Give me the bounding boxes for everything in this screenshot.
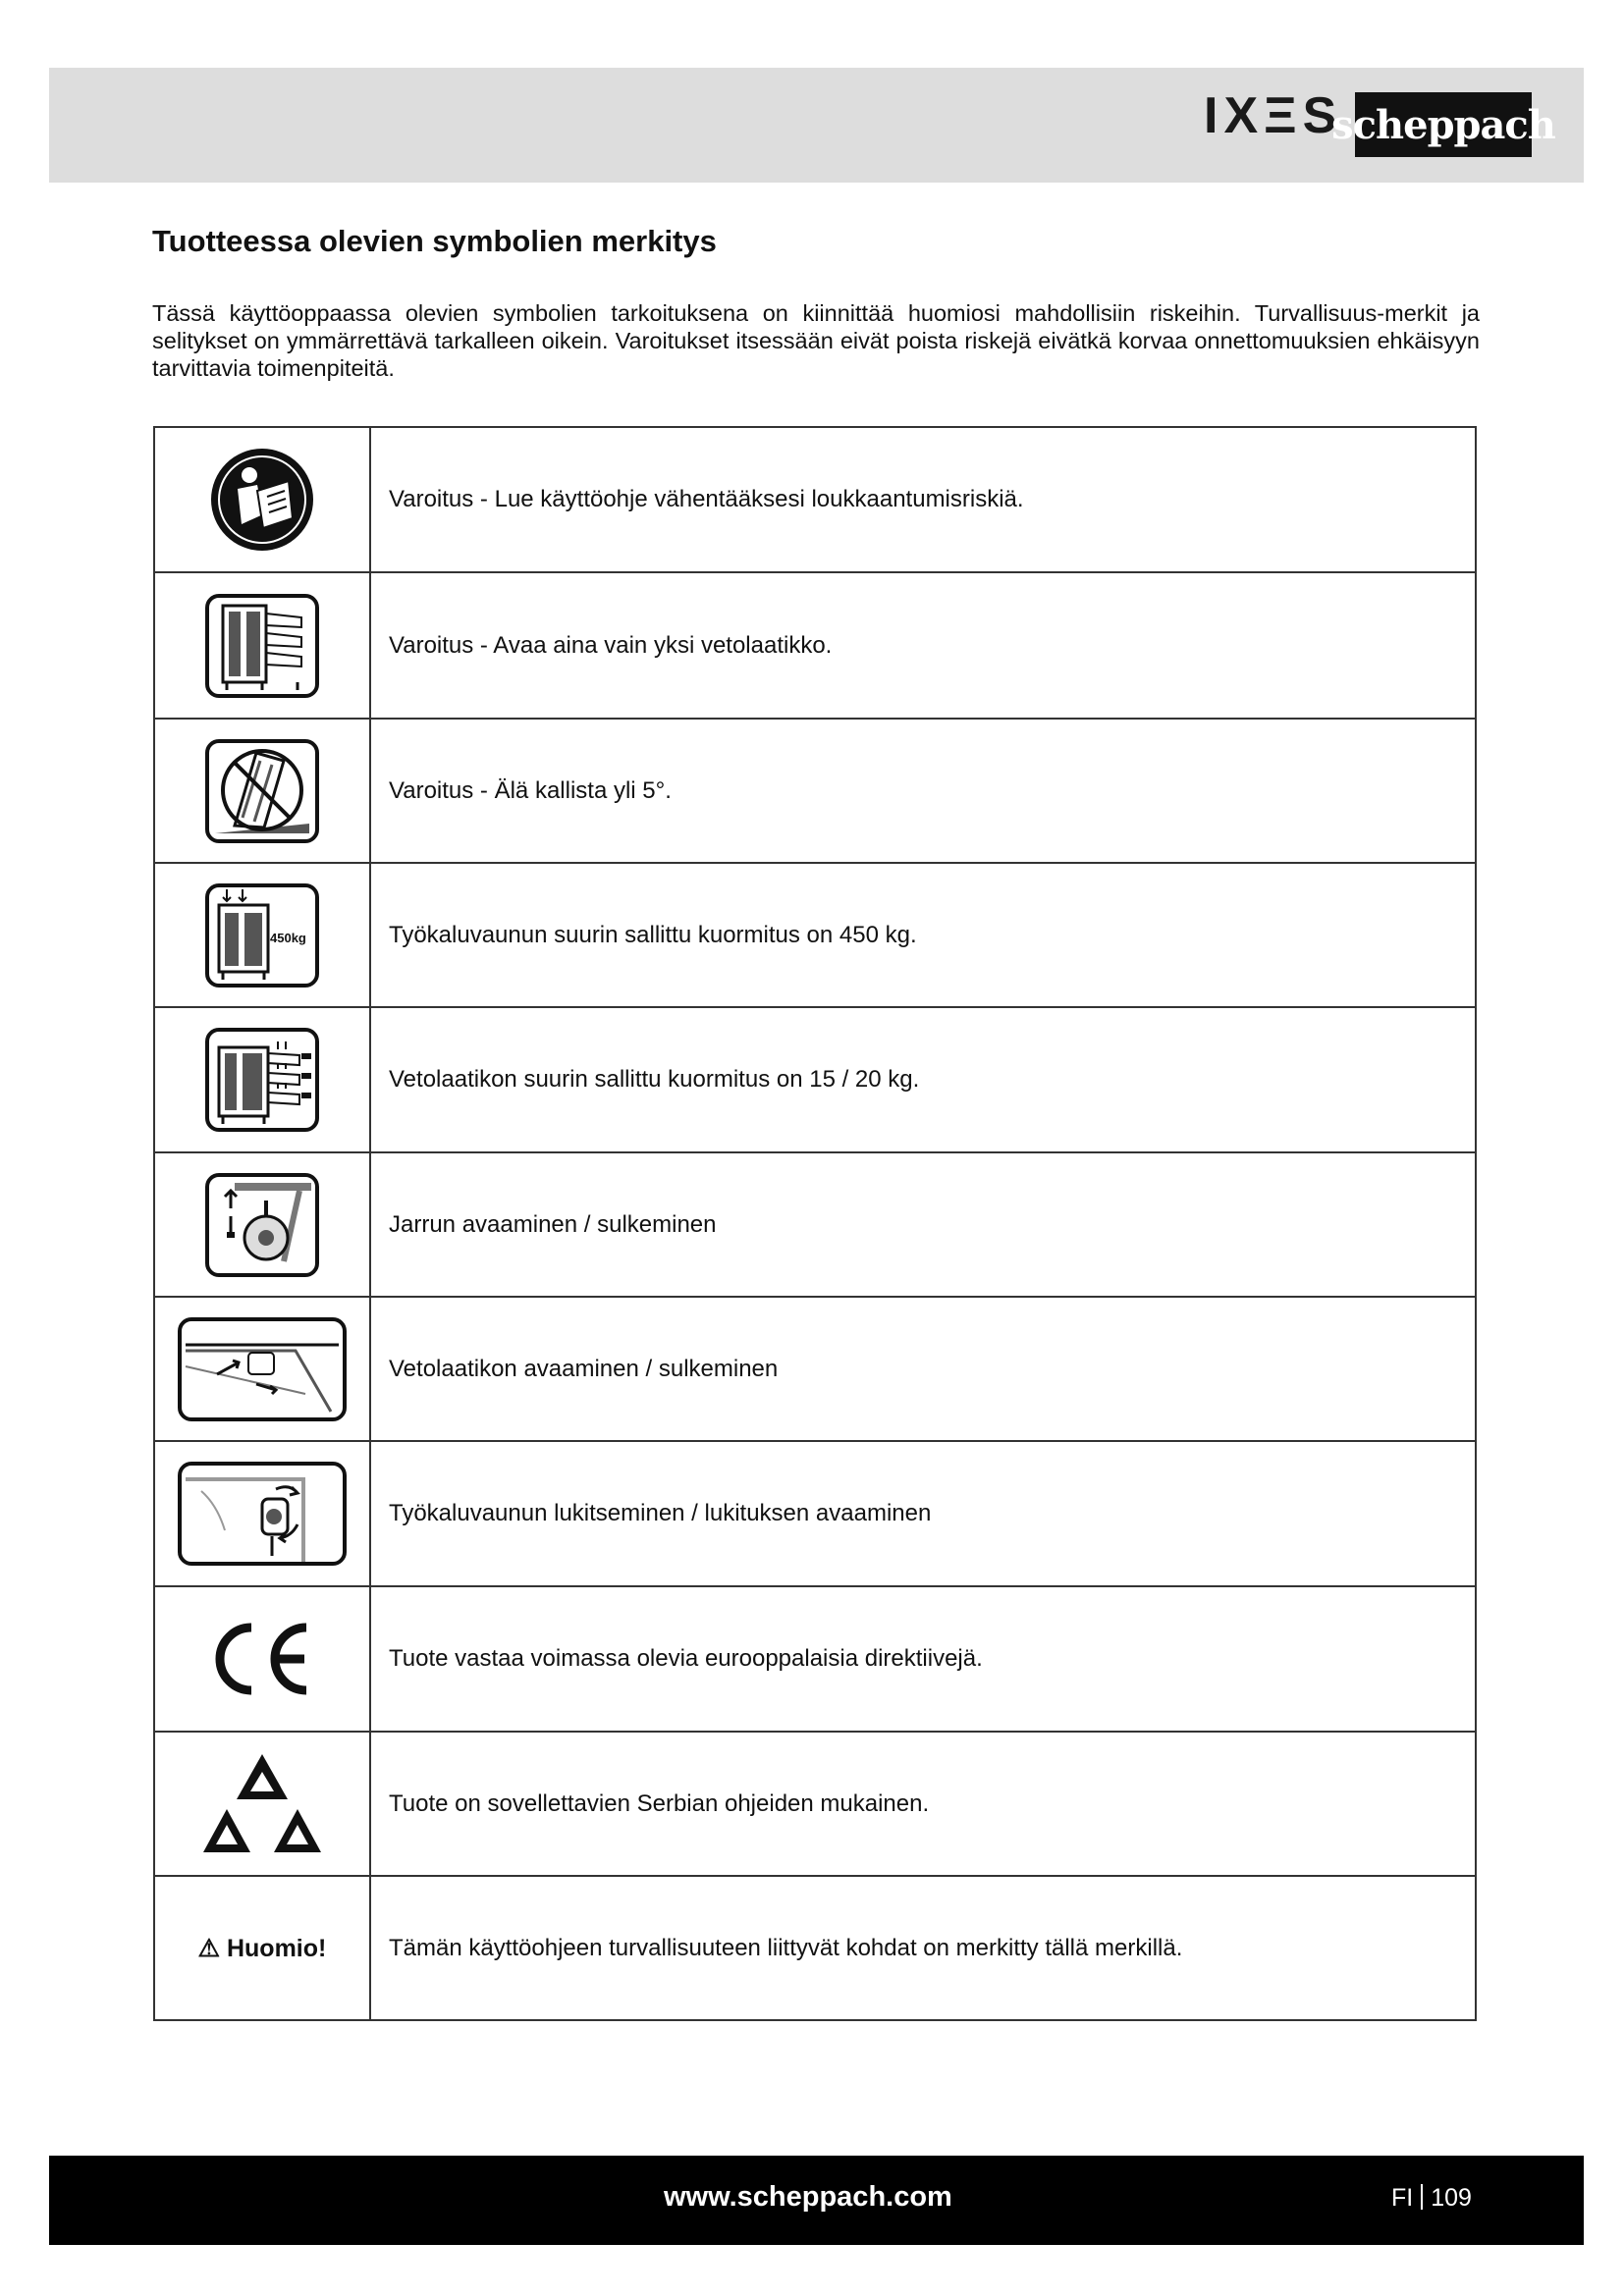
- serbian-conformity-icon: [154, 1732, 370, 1876]
- symbol-row: [154, 1152, 1476, 1297]
- ixes-logo: IXΞS: [1204, 87, 1343, 144]
- symbol-description: Vetolaatikon suurin sallittu kuormitus on 15 / 20 kg.: [370, 1007, 1476, 1152]
- read-manual-icon: [154, 427, 370, 572]
- symbol-row: [154, 572, 1476, 719]
- language-code: FI: [1391, 2184, 1414, 2212]
- symbol-description: Varoitus - Avaa aina vain yksi vetolaatikko.: [370, 572, 1476, 719]
- symbols-table: [153, 426, 1477, 2021]
- page-number: [1391, 2184, 1472, 2213]
- symbol-row: [154, 1876, 1476, 2020]
- symbol-description: Varoitus - Älä kallista yli 5°.: [370, 719, 1476, 863]
- symbol-row: [154, 1441, 1476, 1586]
- website-link[interactable]: www.scheppach.com: [664, 2181, 952, 2213]
- symbol-description: Varoitus - Lue käyttöohje vähentääksesi loukkaantumisriskiä.: [370, 427, 1476, 572]
- symbol-description: Jarrun avaaminen / sulkeminen: [370, 1152, 1476, 1297]
- max-load-cart-icon: [154, 863, 370, 1007]
- symbol-row: [154, 1297, 1476, 1441]
- page-number-value: 109: [1431, 2184, 1472, 2212]
- page-separator: [1421, 2184, 1423, 2210]
- symbol-description: Tuote vastaa voimassa olevia eurooppalaisia direktiivejä.: [370, 1586, 1476, 1732]
- no-tilt-icon: [154, 719, 370, 863]
- intro-paragraph: Tässä käyttöoppaassa olevien symbolien tarkoituksena on kiinnittää huomiosi mahdollisiin riskeihin. Turvallisuus-merkit ja selitykset on ymmärrettävä tarkalleen oikein. Varoitukset itsessään eivät poista riskejä eivätkä korvaa onnettomuuksien ehkäisyyn tarvittavia toimenpiteitä.: [152, 300, 1480, 381]
- symbol-row: [154, 427, 1476, 572]
- symbol-row: [154, 1007, 1476, 1152]
- ce-mark-icon: [154, 1586, 370, 1732]
- brake-icon: [154, 1152, 370, 1297]
- caution-label: ⚠ Huomio!: [197, 1934, 327, 1962]
- max-load-drawer-icon: [154, 1007, 370, 1152]
- symbol-description: Työkaluvaunun suurin sallittu kuormitus on 450 kg.: [370, 863, 1476, 1007]
- warning-triangle-icon: [154, 1876, 370, 2020]
- symbol-description: Työkaluvaunun lukitseminen / lukituksen avaaminen: [370, 1441, 1476, 1586]
- one-drawer-only-icon: [154, 572, 370, 719]
- scheppach-logo: scheppach: [1355, 92, 1532, 157]
- symbol-row: [154, 863, 1476, 1007]
- symbol-description: Vetolaatikon avaaminen / sulkeminen: [370, 1297, 1476, 1441]
- symbol-description: Tämän käyttöohjeen turvallisuuteen liittyvät kohdat on merkitty tällä merkillä.: [370, 1876, 1476, 2020]
- page-title: Tuotteessa olevien symbolien merkitys: [152, 224, 717, 258]
- symbol-row: [154, 1732, 1476, 1876]
- symbol-row: [154, 1586, 1476, 1732]
- max-load-cart-label: 450kg: [270, 930, 306, 945]
- drawer-open-close-icon: [154, 1297, 370, 1441]
- symbol-row: [154, 719, 1476, 863]
- symbol-description: Tuote on sovellettavien Serbian ohjeiden mukainen.: [370, 1732, 1476, 1876]
- lock-unlock-icon: [154, 1441, 370, 1586]
